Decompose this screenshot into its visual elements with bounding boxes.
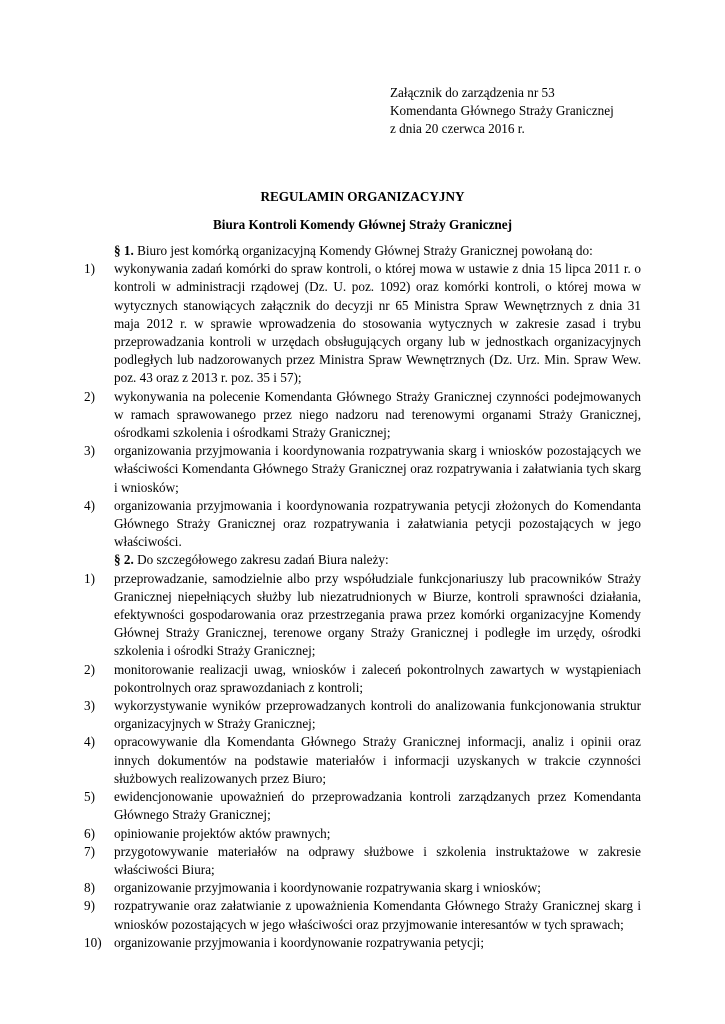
attachment-line-2: Komendanta Głównego Straży Granicznej <box>390 103 614 118</box>
item-text: organizowania przyjmowania i koordynowania rozpatrywania skarg i wniosków pozostających we właściwości Komendanta Głównego Straży Granicznej oraz rozpatrywania i załatwiania tych skarg i wniosków; <box>114 443 641 495</box>
item-number: 2) <box>84 388 95 404</box>
item-number: 1) <box>84 570 95 586</box>
item-text: opiniowanie projektów aktów prawnych; <box>114 825 331 841</box>
item-number: 10) <box>84 934 102 950</box>
list-item <box>84 497 641 552</box>
item-text: organizowanie przyjmowania i koordynowanie rozpatrywania skarg i wniosków; <box>114 880 541 896</box>
item-number: 5) <box>84 789 95 805</box>
section-2-list <box>84 570 641 952</box>
list-item <box>84 570 641 661</box>
list-item <box>84 733 641 788</box>
section-1-intro-text: Biuro jest komórką organizacyjną Komendy Głównej Straży Granicznej powołaną do: <box>133 243 593 258</box>
list-item <box>84 661 641 697</box>
list-item <box>84 825 641 843</box>
attachment-note <box>390 84 690 138</box>
item-number: 4) <box>84 497 95 513</box>
item-text: ewidencjonowanie upoważnień do przeprowadzania kontroli zarządzanych przez Komendanta Głównego Straży Granicznej; <box>114 789 641 823</box>
item-number: 4) <box>84 734 95 750</box>
item-text: rozpatrywanie oraz załatwianie z upoważnienia Komendanta Głównego Straży Granicznej skarg i wniosków pozostających w jego właściwości oraz przyjmowanie interesantów w tych sprawach; <box>114 898 641 932</box>
section-1-list <box>84 260 641 551</box>
list-item <box>84 697 641 733</box>
item-text: wykonywania na polecenie Komendanta Głównego Straży Granicznej czynności podejmowanych w ramach sprawowanego przez niego nadzoru nad terenowymi organami Straży Granicznej, ośrodkami szkolenia i ośrodkami Straży Granicznej; <box>114 388 641 441</box>
document-title: REGULAMIN ORGANIZACYJNY <box>260 189 465 204</box>
section-1-intro <box>84 242 641 260</box>
section-1-label: § 1. <box>114 243 134 258</box>
item-number: 8) <box>84 880 95 896</box>
list-item <box>84 442 641 497</box>
list-item <box>84 879 641 897</box>
item-text: wykonywania zadań komórki do spraw kontroli, o której mowa w ustawie z dnia 15 lipca 2011 r. o kontroli w administracji rządowej (Dz. U. poz. 1092) oraz komórki kontroli, o której mowa w wytycznych stanowiących załącznik do decyzji nr 65 Ministra Spraw Wewnętrznych z dnia 31 maja 2012 r. w sprawie wprowadzenia do stosowania wytycznych w zakresie zasad i trybu przeprowadzania kontroli w urzędach obsługujących organy lub w jednostkach organizacyjnych podległych lub nadzorowanych przez Ministra Spraw Wewnętrznych (Dz. Urz. Min. Spraw Wew. poz. 43 oraz z 2013 r. poz. 35 i 57); <box>114 261 641 386</box>
list-item <box>84 843 641 879</box>
item-text: wykorzystywanie wyników przeprowadzanych kontroli do analizowania funkcjonowania struktur organizacyjnych w Straży Granicznej; <box>114 698 641 732</box>
item-number: 1) <box>84 261 95 277</box>
item-text: organizowania przyjmowania i koordynowania rozpatrywania petycji złożonych do Komendanta Głównego Straży Granicznej oraz rozpatrywania i załatwiania petycji pozostających w jego właściwości. <box>114 497 641 550</box>
item-text: przygotowywanie materiałów na odprawy służbowe i szkolenia instruktażowe w zakresie właściwości Biura; <box>114 843 641 877</box>
document-subtitle: Biura Kontroli Komendy Głównej Straży Granicznej <box>212 217 513 232</box>
item-number: 2) <box>84 661 95 677</box>
attachment-line-1: Załącznik do zarządzenia nr 53 <box>390 85 555 100</box>
list-item <box>84 897 641 933</box>
item-number: 7) <box>84 843 95 859</box>
section-2-intro-text: Do szczegółowego zakresu zadań Biura należy: <box>133 552 389 568</box>
document-body <box>84 242 641 952</box>
item-number: 6) <box>84 825 95 841</box>
list-item <box>84 260 641 387</box>
list-item <box>84 388 641 443</box>
item-text: opracowywanie dla Komendanta Głównego Straży Granicznej informacji, analiz i opinii oraz innych dokumentów na podstawie materiałów i informacji uzyskanych w trakcie czynności służbowych realizowanych przez Biuro; <box>114 734 641 786</box>
item-text: monitorowanie realizacji uwag, wniosków i zaleceń pokontrolnych zawartych w wystąpieniach pokontrolnych oraz sprawozdaniach z kontroli; <box>114 661 641 695</box>
section-2-label: § 2. <box>114 552 134 568</box>
item-number: 3) <box>84 443 95 459</box>
attachment-line-3: z dnia 20 czerwca 2016 r. <box>390 121 525 136</box>
item-number: 3) <box>84 698 95 714</box>
item-number: 9) <box>84 898 95 914</box>
item-text: organizowanie przyjmowania i koordynowanie rozpatrywania petycji; <box>114 934 484 950</box>
list-item <box>84 934 641 952</box>
section-2-intro <box>84 551 641 569</box>
list-item <box>84 788 641 824</box>
item-text: przeprowadzanie, samodzielnie albo przy współudziale funkcjonariuszy lub pracowników Straży Granicznej niepełniących służby lub niezatrudnionych w Biurze, kontroli sprawności działania, efektywności gospodarowania oraz przestrzegania prawa przez komórki organizacyjne Komendy Głównej Straży Granicznej, terenowe organy Straży Granicznej i podległe im urzędy, ośrodki szkolenia i ośrodki Straży Granicznej; <box>114 570 641 659</box>
